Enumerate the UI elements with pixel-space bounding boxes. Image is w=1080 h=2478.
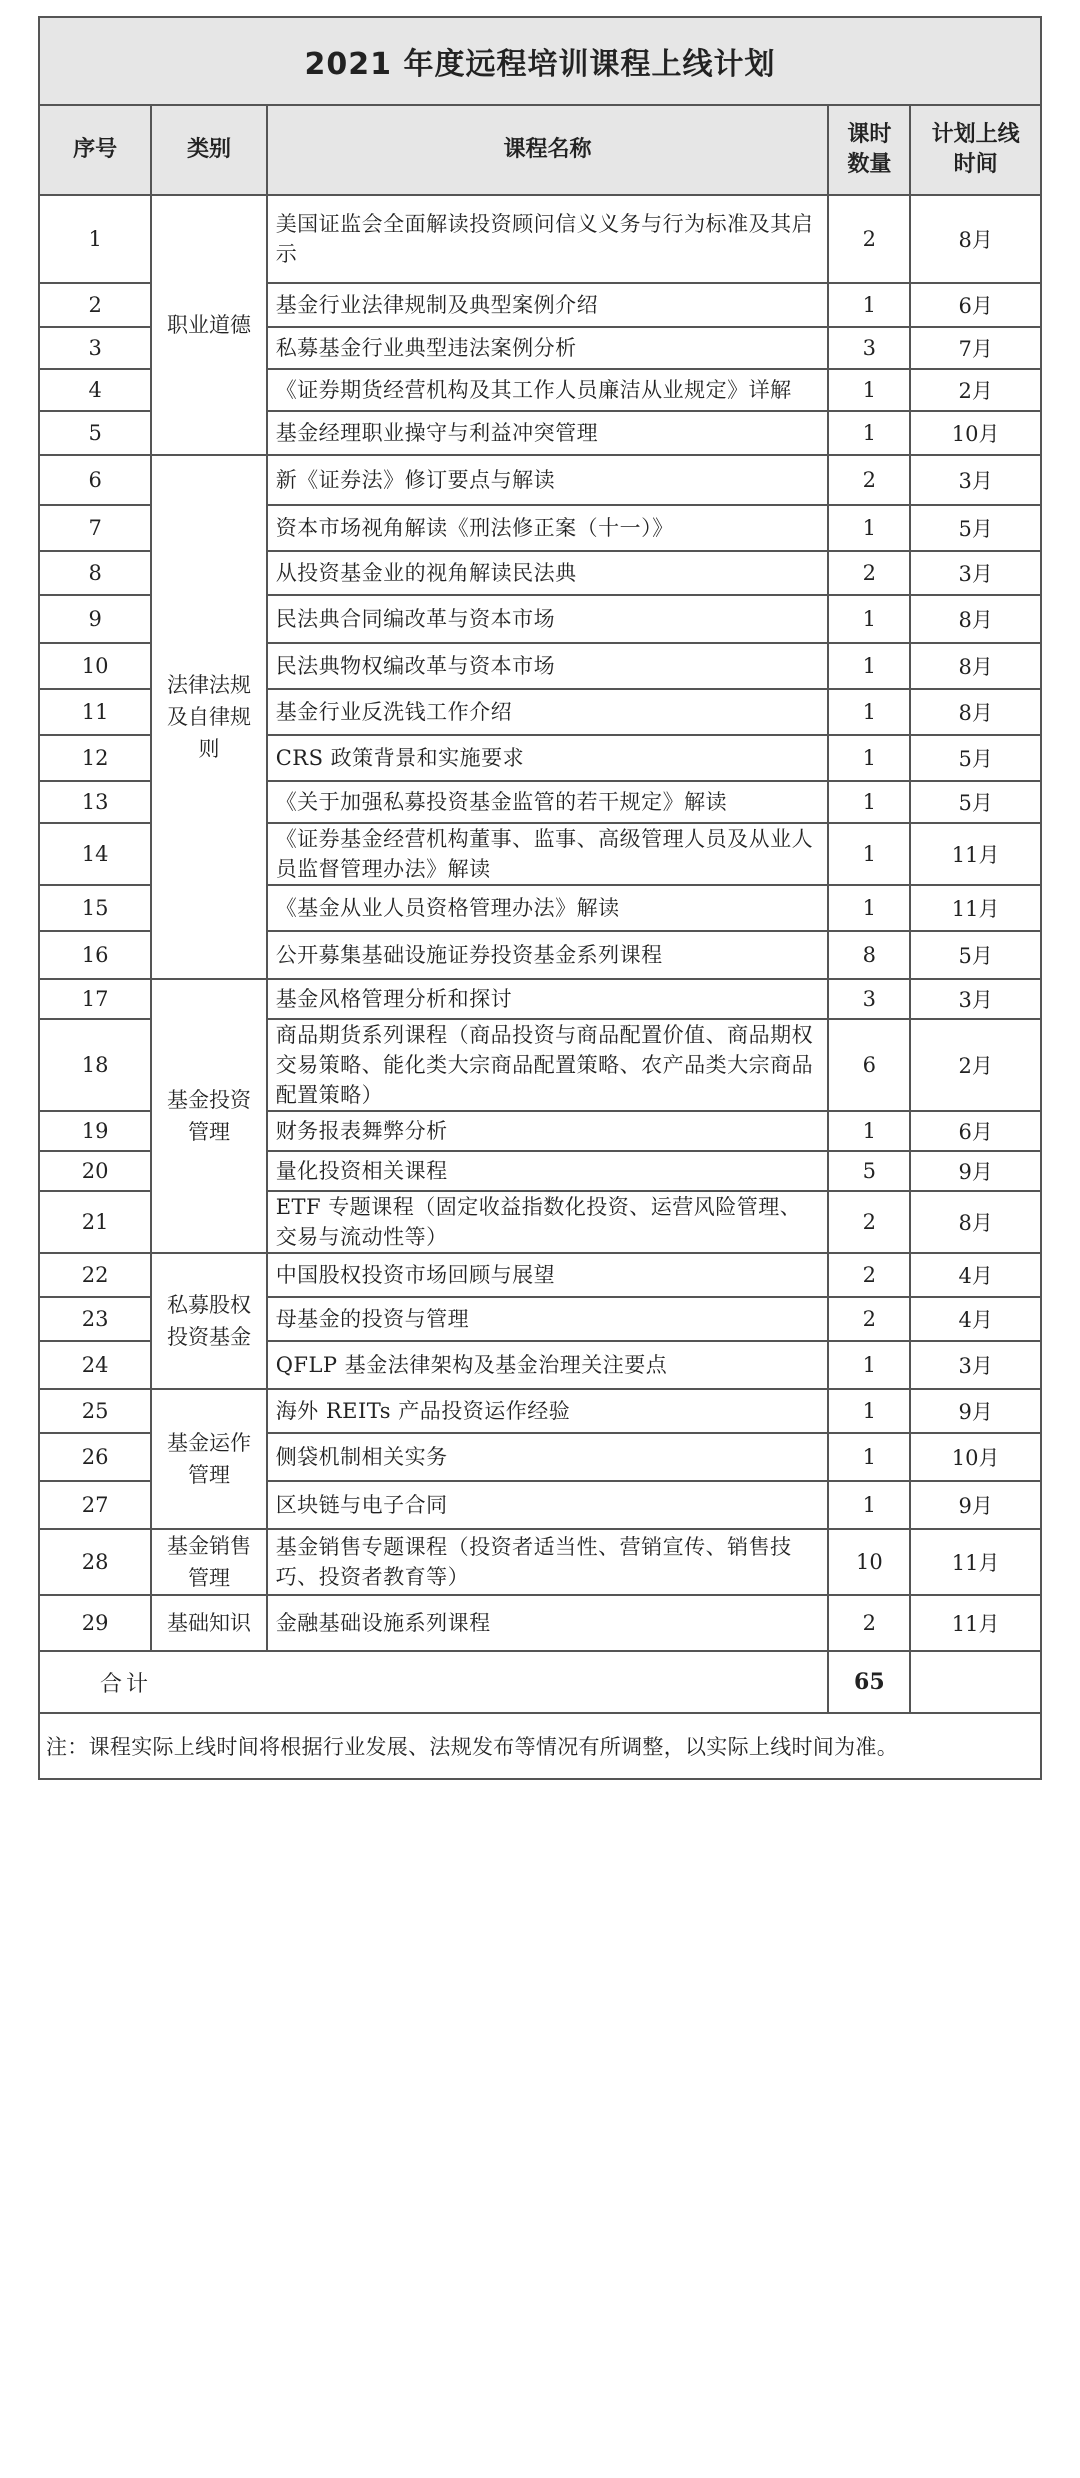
row-number: 8 <box>39 551 151 595</box>
table-row <box>39 1529 1041 1595</box>
course-hours: 2 <box>828 1191 910 1253</box>
total-label: 合计 <box>39 1651 828 1713</box>
launch-time: 3月 <box>910 1341 1041 1389</box>
launch-time: 10月 <box>910 411 1041 455</box>
course-name: 基金风格管理分析和探讨 <box>267 979 829 1019</box>
launch-time: 8月 <box>910 1191 1041 1253</box>
launch-time: 8月 <box>910 689 1041 735</box>
table-row <box>39 1389 1041 1433</box>
course-hours: 10 <box>828 1529 910 1595</box>
course-hours: 2 <box>828 551 910 595</box>
category-cell: 法律法规及自律规则 <box>151 455 266 979</box>
course-name: 海外 REITs 产品投资运作经验 <box>267 1389 829 1433</box>
course-hours: 2 <box>828 1297 910 1341</box>
row-number: 7 <box>39 505 151 551</box>
launch-time: 2月 <box>910 1019 1041 1111</box>
course-name: ETF 专题课程（固定收益指数化投资、运营风险管理、交易与流动性等） <box>267 1191 829 1253</box>
course-hours: 1 <box>828 1111 910 1151</box>
row-number: 28 <box>39 1529 151 1595</box>
course-hours: 2 <box>828 1595 910 1651</box>
course-name: 商品期货系列课程（商品投资与商品配置价值、商品期权交易策略、能化类大宗商品配置策略、农产品类大宗商品配置策略） <box>267 1019 829 1111</box>
launch-time: 3月 <box>910 455 1041 505</box>
row-number: 25 <box>39 1389 151 1433</box>
total-hours: 65 <box>828 1651 910 1713</box>
course-name: 从投资基金业的视角解读民法典 <box>267 551 829 595</box>
launch-time: 9月 <box>910 1481 1041 1529</box>
row-number: 16 <box>39 931 151 979</box>
row-number: 13 <box>39 781 151 823</box>
table-row <box>39 195 1041 283</box>
course-name: 新《证券法》修订要点与解读 <box>267 455 829 505</box>
course-hours: 1 <box>828 505 910 551</box>
category-cell: 基金投资管理 <box>151 979 266 1253</box>
course-hours: 1 <box>828 885 910 931</box>
launch-time: 5月 <box>910 735 1041 781</box>
row-number: 17 <box>39 979 151 1019</box>
launch-time: 6月 <box>910 1111 1041 1151</box>
row-number: 19 <box>39 1111 151 1151</box>
course-hours: 1 <box>828 595 910 643</box>
course-name: 民法典合同编改革与资本市场 <box>267 595 829 643</box>
note-row <box>39 1713 1041 1779</box>
course-name: CRS 政策背景和实施要求 <box>267 735 829 781</box>
course-hours: 2 <box>828 1253 910 1297</box>
total-row <box>39 1651 1041 1713</box>
course-name: 基金行业法律规制及典型案例介绍 <box>267 283 829 327</box>
course-name: 民法典物权编改革与资本市场 <box>267 643 829 689</box>
row-number: 3 <box>39 327 151 369</box>
launch-time: 11月 <box>910 885 1041 931</box>
launch-time: 9月 <box>910 1389 1041 1433</box>
launch-time: 8月 <box>910 595 1041 643</box>
launch-time: 8月 <box>910 195 1041 283</box>
row-number: 27 <box>39 1481 151 1529</box>
row-number: 22 <box>39 1253 151 1297</box>
launch-time: 5月 <box>910 505 1041 551</box>
course-name: 基金销售专题课程（投资者适当性、营销宣传、销售技巧、投资者教育等） <box>267 1529 829 1595</box>
course-hours: 5 <box>828 1151 910 1191</box>
row-number: 6 <box>39 455 151 505</box>
launch-time: 11月 <box>910 1595 1041 1651</box>
course-name: 《证券基金经营机构董事、监事、高级管理人员及从业人员监督管理办法》解读 <box>267 823 829 885</box>
launch-time: 10月 <box>910 1433 1041 1481</box>
table-row <box>39 979 1041 1019</box>
row-number: 18 <box>39 1019 151 1111</box>
launch-time: 3月 <box>910 979 1041 1019</box>
course-hours: 6 <box>828 1019 910 1111</box>
launch-time: 2月 <box>910 369 1041 411</box>
header-category: 类别 <box>151 105 266 195</box>
header-time: 计划上线时间 <box>910 105 1041 195</box>
course-hours: 1 <box>828 1481 910 1529</box>
category-cell: 私募股权投资基金 <box>151 1253 266 1389</box>
title-row <box>39 17 1041 105</box>
row-number: 5 <box>39 411 151 455</box>
launch-time: 5月 <box>910 931 1041 979</box>
row-number: 21 <box>39 1191 151 1253</box>
row-number: 23 <box>39 1297 151 1341</box>
course-hours: 1 <box>828 283 910 327</box>
course-name: 中国股权投资市场回顾与展望 <box>267 1253 829 1297</box>
course-name: 《基金从业人员资格管理办法》解读 <box>267 885 829 931</box>
row-number: 29 <box>39 1595 151 1651</box>
course-name: 基金行业反洗钱工作介绍 <box>267 689 829 735</box>
row-number: 4 <box>39 369 151 411</box>
launch-time: 11月 <box>910 823 1041 885</box>
course-hours: 1 <box>828 1433 910 1481</box>
course-name: 美国证监会全面解读投资顾问信义义务与行为标准及其启示 <box>267 195 829 283</box>
course-hours: 3 <box>828 979 910 1019</box>
row-number: 12 <box>39 735 151 781</box>
header-row <box>39 105 1041 195</box>
course-name: 《证券期货经营机构及其工作人员廉洁从业规定》详解 <box>267 369 829 411</box>
launch-time: 4月 <box>910 1253 1041 1297</box>
row-number: 10 <box>39 643 151 689</box>
row-number: 20 <box>39 1151 151 1191</box>
table-row <box>39 1253 1041 1297</box>
header-hours: 课时数量 <box>828 105 910 195</box>
row-number: 14 <box>39 823 151 885</box>
row-number: 24 <box>39 1341 151 1389</box>
course-name: QFLP 基金法律架构及基金治理关注要点 <box>267 1341 829 1389</box>
course-hours: 1 <box>828 781 910 823</box>
row-number: 2 <box>39 283 151 327</box>
category-cell: 职业道德 <box>151 195 266 455</box>
header-course-name: 课程名称 <box>267 105 829 195</box>
course-name: 资本市场视角解读《刑法修正案（十一）》 <box>267 505 829 551</box>
course-name: 侧袋机制相关实务 <box>267 1433 829 1481</box>
course-name: 区块链与电子合同 <box>267 1481 829 1529</box>
launch-time: 4月 <box>910 1297 1041 1341</box>
course-name: 公开募集基础设施证券投资基金系列课程 <box>267 931 829 979</box>
total-empty-cell <box>910 1651 1041 1713</box>
table-row <box>39 1595 1041 1651</box>
row-number: 11 <box>39 689 151 735</box>
row-number: 9 <box>39 595 151 643</box>
row-number: 26 <box>39 1433 151 1481</box>
course-hours: 1 <box>828 643 910 689</box>
course-name: 母基金的投资与管理 <box>267 1297 829 1341</box>
course-name: 基金经理职业操守与利益冲突管理 <box>267 411 829 455</box>
course-hours: 1 <box>828 411 910 455</box>
course-hours: 1 <box>828 689 910 735</box>
course-name: 财务报表舞弊分析 <box>267 1111 829 1151</box>
course-name: 量化投资相关课程 <box>267 1151 829 1191</box>
table-row <box>39 455 1041 505</box>
course-plan-sheet <box>38 16 1042 2468</box>
course-hours: 8 <box>828 931 910 979</box>
course-hours: 2 <box>828 455 910 505</box>
launch-time: 11月 <box>910 1529 1041 1595</box>
course-hours: 1 <box>828 1341 910 1389</box>
row-number: 1 <box>39 195 151 283</box>
course-hours: 2 <box>828 195 910 283</box>
launch-time: 8月 <box>910 643 1041 689</box>
course-name: 《关于加强私募投资基金监管的若干规定》解读 <box>267 781 829 823</box>
launch-time: 7月 <box>910 327 1041 369</box>
row-number: 15 <box>39 885 151 931</box>
table-title: 2021 年度远程培训课程上线计划 <box>39 17 1041 105</box>
category-cell: 基金销售管理 <box>151 1529 266 1595</box>
course-hours: 1 <box>828 1389 910 1433</box>
course-hours: 1 <box>828 823 910 885</box>
header-no: 序号 <box>39 105 151 195</box>
course-hours: 1 <box>828 369 910 411</box>
launch-time: 6月 <box>910 283 1041 327</box>
footnote: 注：课程实际上线时间将根据行业发展、法规发布等情况有所调整，以实际上线时间为准。 <box>39 1713 1041 1779</box>
category-cell: 基金运作管理 <box>151 1389 266 1529</box>
course-hours: 1 <box>828 735 910 781</box>
launch-time: 3月 <box>910 551 1041 595</box>
category-cell: 基础知识 <box>151 1595 266 1651</box>
launch-time: 5月 <box>910 781 1041 823</box>
launch-time: 9月 <box>910 1151 1041 1191</box>
course-name: 金融基础设施系列课程 <box>267 1595 829 1651</box>
course-plan-table <box>38 16 1042 1780</box>
course-hours: 3 <box>828 327 910 369</box>
course-name: 私募基金行业典型违法案例分析 <box>267 327 829 369</box>
